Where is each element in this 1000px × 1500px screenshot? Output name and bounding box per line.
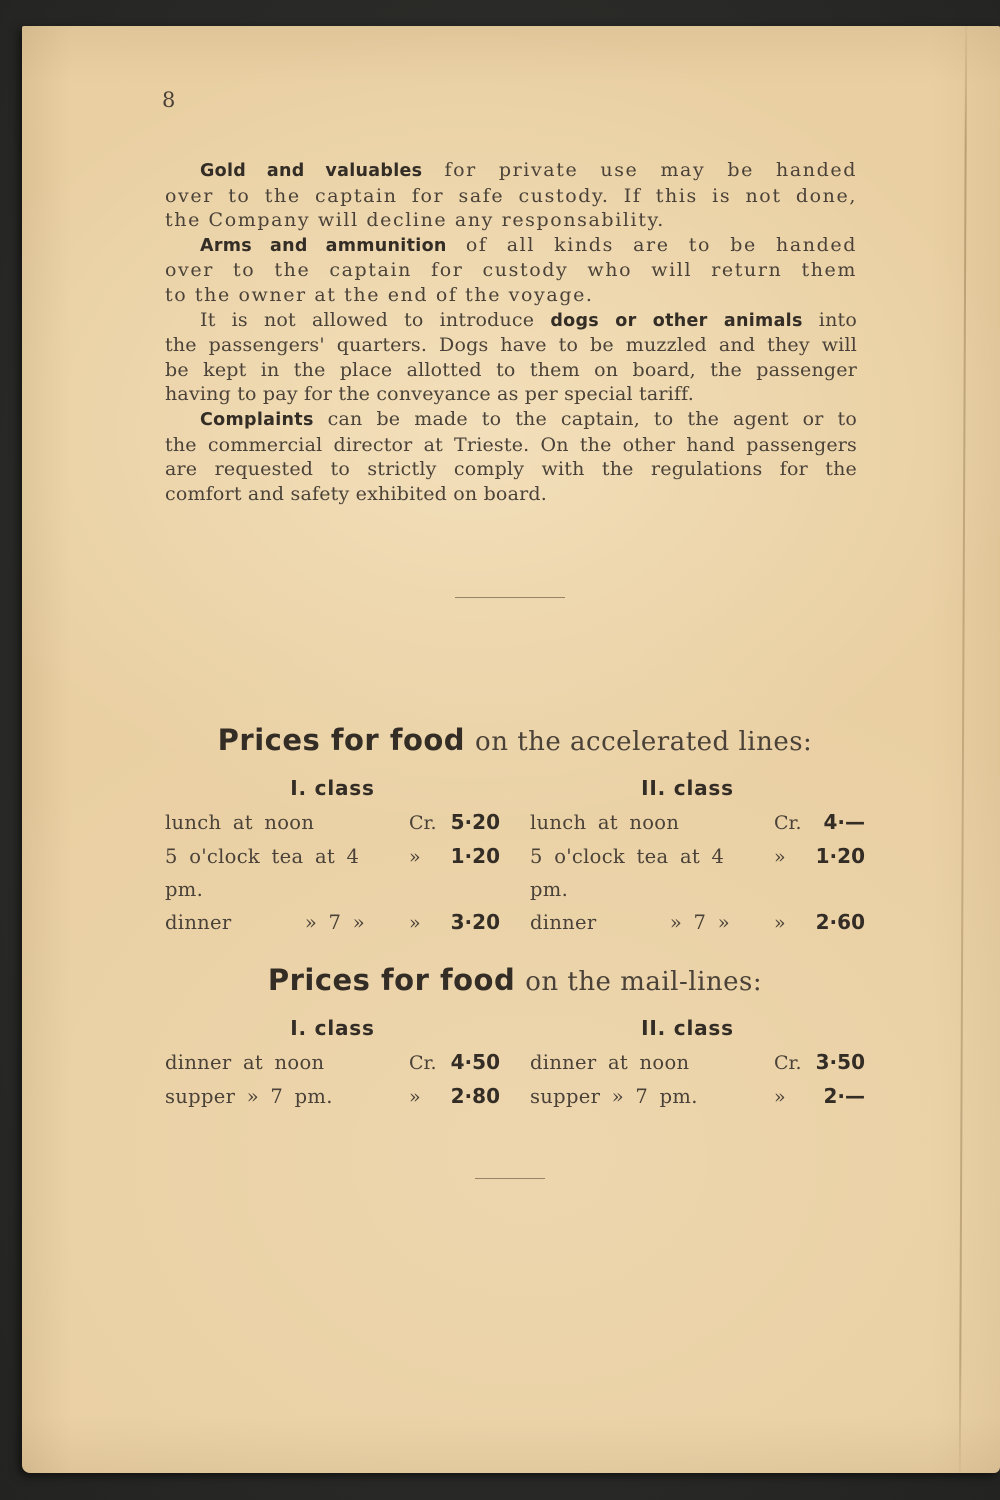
text-segment: into [802, 308, 857, 331]
text-segment: It is not allowed to introduce [200, 308, 551, 331]
section-title-bold: Prices for food [267, 963, 516, 997]
text-line [165, 382, 857, 407]
text-segment: the commercial director at Trieste. On the other hand passengers [165, 433, 857, 456]
paragraph [165, 308, 857, 407]
price-row [530, 906, 865, 940]
price-row [530, 806, 865, 840]
text-segment: can be made to the captain, to the agent or to [313, 407, 857, 430]
price-label [530, 1046, 770, 1079]
text-line [165, 208, 857, 233]
emphasized-text: Arms and ammunition [200, 235, 447, 256]
price-label [530, 1080, 770, 1113]
currency-unit: » [409, 846, 421, 868]
emphasized-text: Gold and valuables [200, 161, 423, 181]
currency-unit: » [774, 912, 786, 934]
currency-unit: Cr. [774, 1052, 802, 1074]
price-label-text: dinner [530, 911, 597, 934]
text-line [165, 333, 857, 358]
price-label-text: dinner [165, 911, 232, 934]
price-label-text: lunch at noon [530, 811, 680, 834]
section-title [165, 960, 865, 1000]
currency-unit: Cr. [409, 812, 437, 834]
currency-unit: » [774, 846, 786, 868]
text-line [165, 358, 857, 383]
document-page [22, 26, 1000, 1473]
price-value: 4·50 [450, 1050, 500, 1074]
price-column [165, 1046, 500, 1114]
page-number: 8 [162, 88, 177, 112]
price-label-text: supper » 7 pm. [165, 1085, 333, 1108]
price-row [165, 1080, 500, 1114]
price-table [165, 1046, 865, 1114]
price-label-text: supper » 7 pm. [530, 1085, 698, 1108]
currency-unit: » [409, 912, 421, 934]
body-paragraphs [165, 158, 857, 506]
text-segment: over to the captain for custody who will return them [165, 259, 857, 282]
price-label-text: dinner at noon [530, 1051, 690, 1074]
class-header-first: I. class [290, 776, 375, 800]
emphasized-text: dogs or other animals [550, 310, 803, 331]
currency-unit: » [774, 1086, 786, 1108]
class-header-second: II. class [641, 1016, 734, 1040]
price-label [165, 806, 405, 839]
price-row [165, 806, 500, 840]
price-value: 3·20 [450, 910, 500, 934]
price-row [165, 840, 500, 906]
price-label [165, 840, 405, 906]
section-title-rest: on the mail-lines: [525, 967, 763, 997]
paragraph [165, 158, 857, 233]
text-line [165, 283, 857, 308]
price-label [530, 806, 770, 839]
text-segment: over to the captain for safe custody. If this is not done, [165, 184, 857, 207]
text-segment: having to pay for the conveyance as per special tariff. [165, 383, 694, 406]
price-value: 2·80 [450, 1084, 500, 1108]
price-label-detail: » 7 » [304, 911, 365, 934]
text-line [165, 233, 857, 259]
price-label [530, 906, 770, 939]
section-divider [455, 597, 565, 598]
price-value: 2·60 [815, 910, 865, 934]
price-value: 5·20 [450, 810, 500, 834]
text-segment: comfort and safety exhibited on board. [165, 482, 547, 505]
emphasized-text: Complaints [200, 409, 314, 430]
section-title [165, 720, 865, 760]
price-value: 4·— [823, 810, 865, 834]
text-segment: the Company will decline any responsability. [165, 209, 665, 232]
price-row [530, 1046, 865, 1080]
class-header-first: I. class [290, 1016, 375, 1040]
price-value: 2·— [823, 1084, 865, 1108]
text-segment: for private use may be handed [422, 159, 857, 181]
price-label-text: 5 o'clock tea at 4 pm. [530, 845, 725, 901]
text-line [165, 258, 857, 283]
section-title-rest: on the accelerated lines: [475, 727, 813, 757]
text-segment: of all kinds are to be handed [446, 233, 857, 256]
price-row [530, 840, 865, 906]
price-column [165, 806, 500, 940]
text-line [165, 184, 857, 209]
price-label [530, 840, 770, 906]
price-label [165, 1046, 405, 1079]
text-line [165, 433, 857, 458]
currency-unit: » [409, 1086, 421, 1108]
text-line [165, 482, 857, 507]
class-headers [165, 1016, 865, 1042]
price-table [165, 806, 865, 940]
price-column [530, 806, 865, 940]
class-header-second: II. class [641, 776, 734, 800]
page-crease [959, 26, 967, 1473]
currency-unit: Cr. [409, 1052, 437, 1074]
text-segment: are requested to strictly comply with the regulations for the [165, 458, 857, 481]
price-value: 1·20 [450, 844, 500, 868]
price-value: 1·20 [815, 844, 865, 868]
price-row [165, 1046, 500, 1080]
price-label-detail: » 7 » [669, 911, 730, 934]
price-label-text: lunch at noon [165, 811, 315, 834]
text-line [165, 407, 857, 433]
price-row [530, 1080, 865, 1114]
class-headers [165, 776, 865, 802]
text-segment: the passengers' quarters. Dogs have to be muzzled and they will [165, 334, 857, 357]
price-label [165, 1080, 405, 1113]
price-label [165, 906, 405, 939]
section-title-bold: Prices for food [217, 723, 466, 757]
paragraph [165, 407, 857, 506]
prices-mail-lines-section [165, 960, 865, 1114]
price-label-text: 5 o'clock tea at 4 pm. [165, 845, 360, 901]
price-value: 3·50 [815, 1050, 865, 1074]
text-line [165, 308, 857, 334]
price-label-text: dinner at noon [165, 1051, 325, 1074]
currency-unit: Cr. [774, 812, 802, 834]
price-column [530, 1046, 865, 1114]
text-segment: to the owner at the end of the voyage. [165, 283, 594, 306]
price-row [165, 906, 500, 940]
section-divider [475, 1178, 545, 1179]
prices-accelerated-section [165, 720, 865, 940]
text-line [165, 457, 857, 482]
text-segment: be kept in the place allotted to them on board, the passenger [165, 358, 857, 381]
paragraph [165, 233, 857, 308]
text-line [165, 158, 857, 184]
